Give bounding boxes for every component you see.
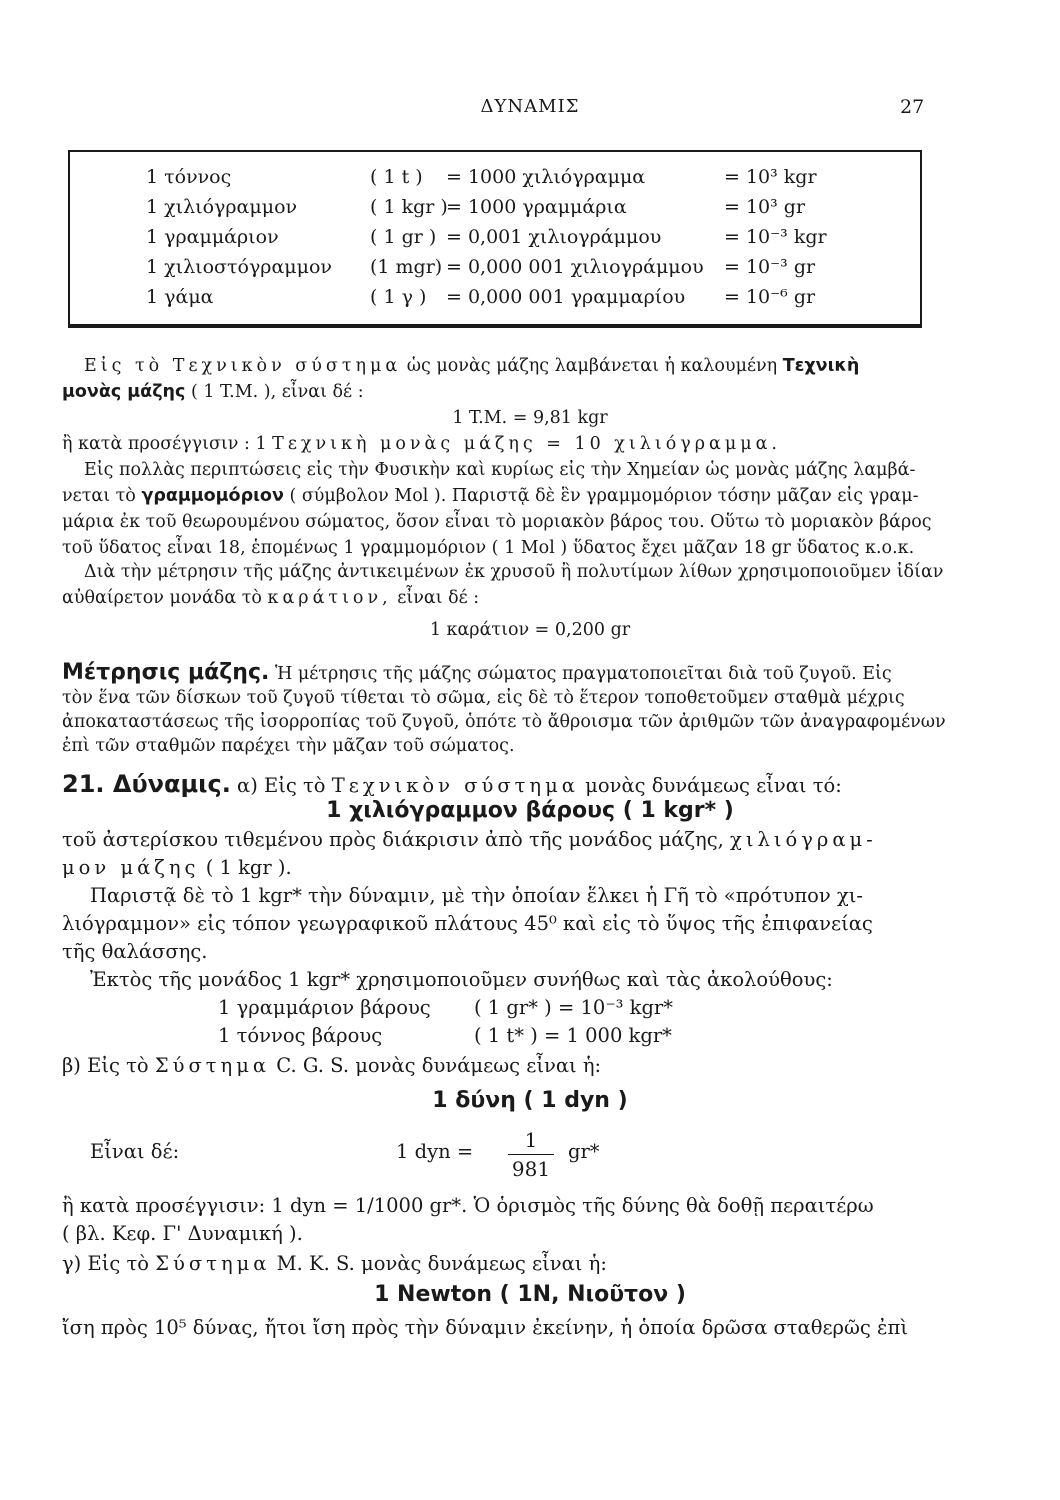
- unit-name: 1 γραμμάριον: [146, 226, 279, 248]
- dyne-eq-lhs: 1 dyn =: [396, 1140, 474, 1163]
- unit-power: = 10⁻³ gr: [724, 256, 816, 278]
- unit-equals: = 1000 γραμμάρια: [446, 196, 627, 218]
- unit-equals: = 1000 χιλιόγραμμα: [446, 166, 646, 188]
- measurement-line-3: ἀποκαταστάσεως τῆς ἰσορροπίας τοῦ ζυγοῦ, ὁπότε τὸ ἄθροισμα τῶν ἀριθμῶν τῶν ἀναγραφομένων: [62, 712, 946, 732]
- table-row: [70, 286, 920, 314]
- unit-symbol: ( 1 γ ): [370, 286, 427, 308]
- mol-line-2: νεται τὸ γραμμομόριον ( σύμβολον Mol ). Παριστᾷ δὲ ἓν γραμμομόριον τόσην μᾶζαν εἰς γραμ-: [62, 486, 919, 506]
- unit-power: = 10⁻⁶ gr: [724, 286, 816, 308]
- unit-equals: = 0,000 001 χιλιογράμμου: [446, 256, 704, 278]
- section-21-line-1: 21. Δύναμις. α) Εἰς τὸ Τεχνικὸν σύστημα μονὰς δυνάμεως εἶναι τό:: [62, 770, 842, 798]
- dyne-unit: 1 δύνη ( 1 dyn ): [432, 1088, 628, 1113]
- table-row: [70, 226, 920, 254]
- unit-symbol: ( 1 kgr ): [370, 196, 448, 218]
- section-21-line-2: τοῦ ἀστερίσκου τιθεμένου πρὸς διάκρισιν ἀπὸ τῆς μονάδος μάζης, χιλιόγραμ-: [62, 828, 877, 851]
- measurement-heading: Μέτρησις μάζης.: [62, 660, 270, 685]
- tm-approx-line: ἢ κατὰ προσέγγισιν : 1 Τεχνικὴ μονὰς μάζης = 10 χιλιόγραμμα.: [62, 434, 781, 454]
- measurement-line-4: ἐπὶ τῶν σταθμῶν παρέχει τὴν μᾶζαν τοῦ σώματος.: [62, 736, 515, 756]
- section-21-p2-line-2: λιόγραμμον» εἰς τόπον γεωγραφικοῦ πλάτους 45⁰ καὶ εἰς τὸ ὕψος τῆς ἐπιφανείας: [62, 912, 873, 935]
- dyne-approx-line-1: ἢ κατὰ προσέγγισιν: 1 dyn = 1/1000 gr*. Ὁ ὁρισμὸς τῆς δύνης θὰ δοθῇ περαιτέρω: [62, 1194, 874, 1217]
- newton-definition-line: ἴση πρὸς 10⁵ δύνας, ἤτοι ἴση πρὸς τὴν δύναμιν ἐκείνην, ἡ ὁποία δρῶσα σταθερῶς ἐπὶ: [62, 1316, 908, 1339]
- running-header-title: ΔΥΝΑΜΙΣ: [480, 96, 580, 117]
- kgr-force-unit: 1 χιλιόγραμμον βάρους ( 1 kgr* ): [326, 798, 734, 823]
- page-number: 27: [900, 96, 925, 118]
- unit-name: 1 τόννος: [146, 166, 232, 188]
- mol-line-1: Εἰς πολλὰς περιπτώσεις εἰς τὴν Φυσικὴν καὶ κυρίως εἰς τὴν Χημείαν ὡς μονὰς μάζης λαμβά-: [84, 460, 916, 480]
- unit-symbol: ( 1 gr ): [370, 226, 437, 248]
- unit-symbol: (1 mgr): [370, 256, 443, 278]
- carat-line-2: αὐθαίρετον μονάδα τὸ καράτιον, εἶναι δέ :: [62, 588, 480, 608]
- unit-power: = 10⁻³ kgr: [724, 226, 827, 248]
- tm-line-2: μονὰς μάζης ( 1 T.M. ), εἶναι δέ :: [62, 382, 364, 402]
- dyne-fraction: [508, 1128, 554, 1181]
- carat-equation: 1 καράτιον = 0,200 gr: [429, 620, 631, 640]
- ton-force-name: 1 τόννος βάρους: [218, 1024, 383, 1047]
- section-21-p3-line-1: Ἐκτὸς τῆς μονάδος 1 kgr* χρησιμοποιοῦμεν συνήθως καὶ τὰς ἀκολούθους:: [90, 968, 833, 991]
- unit-power: = 10³ kgr: [724, 166, 817, 188]
- unit-name: 1 γάμα: [146, 286, 214, 308]
- table-row: [70, 256, 920, 284]
- carat-line-1: Διὰ τὴν μέτρησιν τῆς μάζης ἀντικειμένων ἐκ χρυσοῦ ἢ πολυτίμων λίθων χρησιμοποιοῦμεν ἰδίαν: [84, 562, 944, 582]
- newton-unit: 1 Newton ( 1N, Νιοῦτον ): [374, 1282, 686, 1307]
- dyne-eq-label: Εἶναι δέ:: [90, 1140, 180, 1163]
- mol-line-4: τοῦ ὕδατος εἶναι 18, ἑπομένως 1 γραμμομόριον ( 1 Mol ) ὕδατος ἔχει μᾶζαν 18 gr ὕδατος κ.ο.κ.: [62, 538, 915, 558]
- tm-equation: 1 T.M. = 9,81 kgr: [452, 408, 608, 428]
- section-21-p2-line-1: Παριστᾷ δὲ τὸ 1 kgr* τὴν δύναμιν, μὲ τὴν ὁποίαν ἕλκει ἡ Γῆ τὸ «πρότυπον χι-: [90, 884, 864, 907]
- mol-line-3: μάρια ἐκ τοῦ θεωρουμένου σώματος, ὅσον εἶναι τὸ μοριακὸν βάρος του. Οὕτω τὸ μοριακὸν βάρος: [62, 512, 932, 532]
- measurement-line-2: τὸν ἕνα τῶν δίσκων τοῦ ζυγοῦ τίθεται τὸ σῶμα, εἰς δὲ τὸ ἕτερον τοποθετοῦμεν σταθμὰ μέχρις: [62, 688, 905, 708]
- gram-force-value: ( 1 gr* ) = 10⁻³ kgr*: [474, 996, 673, 1019]
- section-21-line-3: μον μάζης ( 1 kgr ).: [62, 856, 292, 879]
- gram-force-name: 1 γραμμάριον βάρους: [218, 996, 431, 1019]
- table-row: [70, 166, 920, 194]
- ton-force-value: ( 1 t* ) = 1 000 kgr*: [474, 1024, 672, 1047]
- unit-power: = 10³ gr: [724, 196, 806, 218]
- table-row: [70, 196, 920, 224]
- unit-equals: = 0,000 001 γραμμαρίου: [446, 286, 686, 308]
- mass-units-table: [68, 150, 922, 328]
- dyne-approx-line-2: ( βλ. Κεφ. Γ' Δυναμική ).: [62, 1222, 303, 1245]
- unit-equals: = 0,001 χιλιογράμμου: [446, 226, 662, 248]
- unit-name: 1 χιλιοστόγραμμον: [146, 256, 332, 278]
- measurement-line-1: Μέτρησις μάζης. Ἡ μέτρησις τῆς μάζης σώματος πραγματοποιεῖται διὰ τοῦ ζυγοῦ. Εἰς: [62, 660, 892, 685]
- unit-name: 1 χιλιόγραμμον: [146, 196, 298, 218]
- fraction-denominator: 981: [511, 1157, 551, 1181]
- section-21-heading: 21. Δύναμις.: [62, 770, 231, 798]
- fraction-numerator: 1: [508, 1128, 554, 1155]
- dyne-eq-unit: gr*: [568, 1140, 600, 1163]
- section-21-p2-line-3: τῆς θαλάσσης.: [62, 940, 208, 963]
- unit-symbol: ( 1 t ): [370, 166, 423, 188]
- cgs-line: β) Εἰς τὸ Σύστημα C. G. S. μονὰς δυνάμεως εἶναι ἡ:: [62, 1054, 602, 1077]
- tm-line-1: Εἰς τὸ Τεχνικὸν σύστημα ὡς μονὰς μάζης λαμβάνεται ἡ καλουμένη Τεχνικὴ: [84, 356, 860, 376]
- mks-line: γ) Εἰς τὸ Σύστημα M. K. S. μονὰς δυνάμεως εἶναι ἡ:: [62, 1252, 607, 1275]
